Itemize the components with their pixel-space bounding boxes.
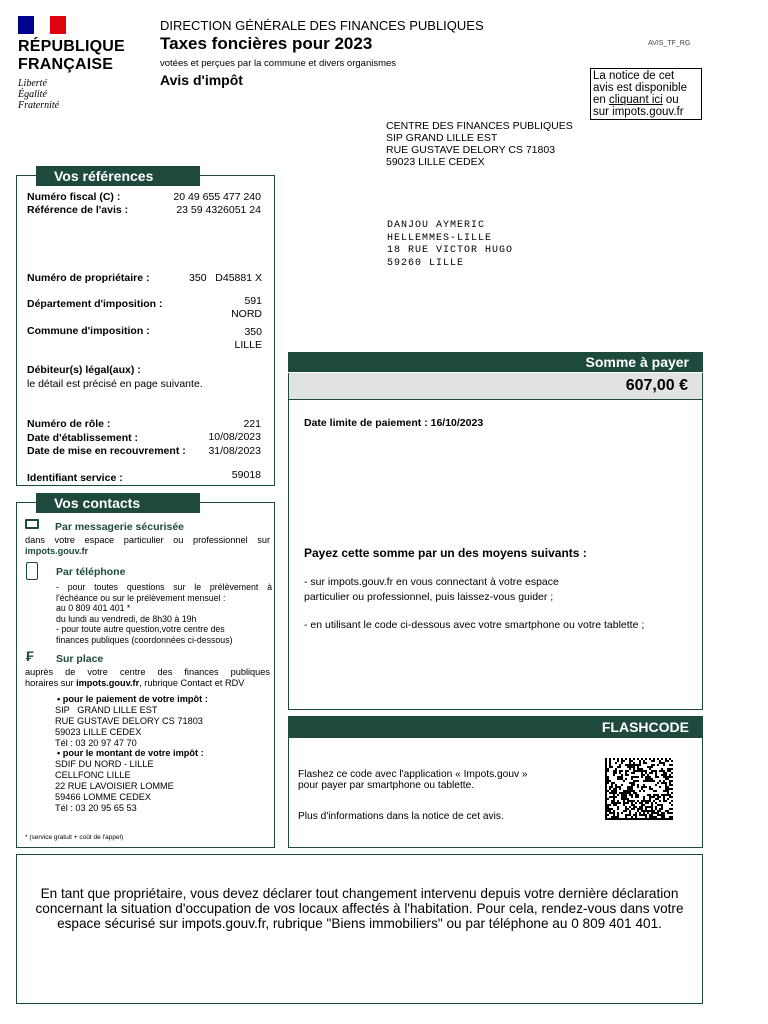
date-etablissement-value: 10/08/2023 — [208, 431, 261, 443]
date-etablissement-label: Date d'établissement : — [27, 432, 139, 444]
numero-fiscal-label: Numéro fiscal (C) : — [27, 191, 121, 203]
commune-label: Commune d'imposition : — [27, 325, 150, 337]
sur-place-title: Sur place — [56, 653, 104, 665]
reference-avis-label: Référence de l'avis : — [27, 204, 129, 216]
franc-sign-icon: ₣ — [26, 648, 34, 664]
debiteurs-text: le détail est précisé en page suivante. — [27, 378, 203, 390]
contacts-footnote: * (service gratuit + coût de l'appel) — [25, 834, 124, 841]
notice-link[interactable]: cliquant ici — [609, 94, 663, 106]
page-title: Taxes foncières pour 2023 — [160, 34, 373, 53]
sender-address: CENTRE DES FINANCES PUBLIQUES SIP GRAND LILLE EST RUE GUSTAVE DELORY CS 71803 59023 LILLE CEDEX — [386, 120, 573, 168]
messagerie-title: Par messagerie sécurisée — [55, 521, 185, 533]
telephone-title: Par téléphone — [56, 566, 126, 578]
payment-ways-title: Payez cette somme par un des moyens suivants : — [304, 546, 587, 560]
phone-icon — [26, 562, 38, 580]
flashcode-instructions: Flashez ce code avec l'application « Impots.gouv » pour payer par smartphone ou tablette. — [298, 769, 528, 791]
notice-box: La notice de cet avis est disponible en cliquant ici ou sur impots.gouv.fr — [590, 68, 702, 120]
sur-place-text: auprès de votre centre des finances publiques — [25, 667, 270, 677]
recipient-address: DANJOU AYMERIC HELLEMMES-LILLE 18 RUE VICTOR HUGO 59260 LILLE — [387, 220, 514, 269]
paiement-address: SIP GRAND LILLE EST RUE GUSTAVE DELORY CS 71803 59023 LILLE CEDEX Tél : 03 20 97 47 70 — [55, 705, 203, 748]
flashcode-header: FLASHCODE — [288, 716, 703, 738]
amount-due: 607,00 € — [288, 373, 703, 400]
departement-number: 591 — [244, 295, 262, 307]
debiteurs-label: Débiteur(s) légal(aux) : — [27, 364, 141, 376]
numero-role-value: 221 — [243, 418, 261, 430]
marianne-flag-icon — [18, 16, 66, 34]
logo-motto: Liberté Égalité Fraternité — [18, 78, 60, 111]
payment-deadline: Date limite de paiement : 16/10/2023 — [304, 417, 484, 429]
contacts-panel — [16, 502, 275, 848]
proprietaire-label: Numéro de propriétaire : — [27, 272, 150, 284]
messagerie-site-link[interactable]: impots.gouv.fr — [25, 546, 89, 556]
date-recouvrement-label: Date de mise en recouvrement : — [27, 445, 186, 457]
paiement-title: • pour le paiement de votre impôt : — [57, 694, 208, 704]
sur-place-hours: horaires sur impots.gouv.fr, rubrique Contact et RDV — [25, 678, 245, 688]
logo-text: RÉPUBLIQUE FRANÇAISE — [18, 38, 125, 73]
flashcode-more-info: Plus d'informations dans la notice de cet avis. — [298, 811, 504, 822]
form-code: AVIS_TF_RG — [648, 40, 691, 47]
page-subtitle: votées et perçues par la commune et divers organismes — [160, 58, 397, 69]
flashcode-panel — [288, 738, 703, 848]
contacts-tab: Vos contacts — [36, 493, 200, 513]
departement-label: Département d'imposition : — [27, 298, 163, 310]
payment-panel — [288, 400, 703, 710]
numero-role-label: Numéro de rôle : — [27, 418, 111, 430]
computer-icon — [25, 519, 39, 529]
owner-declaration-text: En tant que propriétaire, vous devez déclarer tout changement intervenu depuis votre dernière déclaration concernant la situation d'occupation de vos locaux affectés à l'habitation. Pour cela, rendez-vous dans votre espace sécurisé sur impots.gouv.fr, rubrique "Biens immobiliers" ou par téléphone au 0 809 401 401. — [35, 886, 684, 931]
owner-declaration-notice — [16, 854, 703, 1004]
datamatrix-code[interactable] — [605, 758, 673, 820]
identifiant-service-label: Identifiant service : — [27, 472, 123, 484]
republique-francaise-logo — [18, 16, 130, 112]
sur-place-site-link[interactable]: impots.gouv.fr — [76, 678, 140, 688]
payment-way-online: - sur impots.gouv.fr en vous connectant à votre espace particulier ou professionnel, puis laissez-vous guider ; — [304, 576, 559, 603]
commune-number: 350 — [244, 326, 262, 338]
numero-fiscal-value: 20 49 655 477 240 — [173, 191, 261, 203]
commune-name: LILLE — [234, 339, 262, 351]
telephone-text: - pour toutes questions sur le prélèvement à l'échéance ou sur le prélèvement mensuel : au 0 809 401 401 * du lundi au vendredi, de 8h30 à 19h - pour toute autre question,votre centre des finances publiques (coordonnées ci-dessous) — [56, 582, 272, 645]
references-tab: Vos références — [36, 166, 200, 186]
date-recouvrement-value: 31/08/2023 — [208, 445, 261, 457]
identifiant-service-value: 59018 — [231, 469, 261, 481]
montant-address: SDIF DU NORD - LILLE CELLFONC LILLE 22 RUE LAVOISIER LOMME 59466 LOMME CEDEX Tél : 03 20 95 65 53 — [55, 759, 174, 813]
messagerie-text: dans votre espace particulier ou professionnel sur — [25, 535, 270, 545]
proprietaire-value: 350 D45881 X — [189, 272, 262, 284]
document-type: Avis d'impôt — [160, 72, 243, 88]
somme-a-payer-header: Somme à payer — [288, 352, 703, 372]
reference-avis-value: 23 59 4326051 24 — [176, 204, 261, 216]
direction-title: DIRECTION GÉNÉRALE DES FINANCES PUBLIQUES — [160, 18, 484, 33]
montant-title: • pour le montant de votre impôt : — [57, 748, 204, 758]
payment-way-smartphone: - en utilisant le code ci-dessous avec votre smartphone ou votre tablette ; — [304, 619, 645, 631]
departement-name: NORD — [231, 308, 262, 320]
